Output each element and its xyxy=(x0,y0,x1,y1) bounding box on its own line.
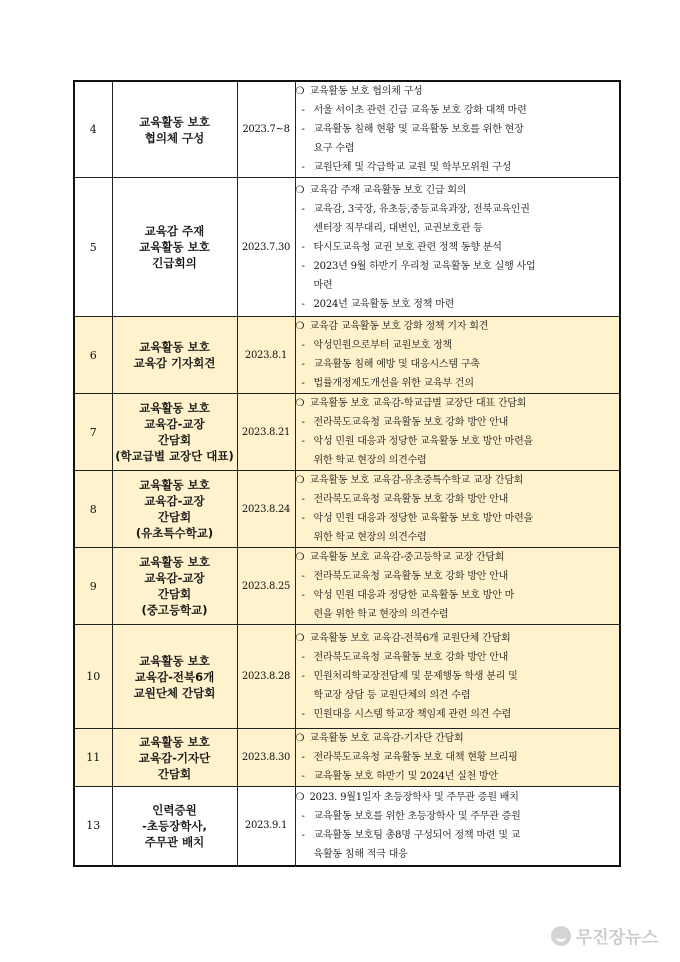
dash-bullet: - xyxy=(301,829,305,841)
activity-content xyxy=(295,178,620,317)
activity-title-line: 교육감-교장 xyxy=(144,417,205,431)
activity-title-line: (중고등학교) xyxy=(141,603,208,617)
content-item xyxy=(296,490,620,509)
table-row xyxy=(74,394,620,471)
activity-date: 2023.8.30 xyxy=(237,729,295,787)
content-item-text: 2024년 교육활동 보호 정책 마련 xyxy=(313,298,455,310)
circle-bullet-icon: ❍ xyxy=(295,86,305,97)
content-heading-text: 교육활동 보호 교육감-기자단 간담회 xyxy=(309,733,464,744)
activity-title-line: 교육감 기자회견 xyxy=(133,356,216,370)
activity-title-line: 교육감 주재 xyxy=(144,224,205,238)
content-item-text: 요구 수렴 xyxy=(313,143,355,154)
dash-bullet: - xyxy=(301,494,305,505)
row-number: 10 xyxy=(74,625,112,729)
activity-title xyxy=(112,471,237,548)
watermark-text: 무진장뉴스 xyxy=(575,928,658,948)
circle-bullet-icon: ❍ xyxy=(295,733,305,744)
content-heading xyxy=(296,317,620,336)
watermark xyxy=(551,923,658,948)
content-item-text: 전라북도교육청 교육활동 보호 대책 현황 브리핑 xyxy=(313,752,518,763)
activity-title xyxy=(112,81,237,178)
dash-bullet: - xyxy=(301,105,305,116)
activity-content xyxy=(295,471,620,548)
activity-title xyxy=(112,394,237,471)
content-item-text: 민원처리학교장전담제 및 문제행동 학생 분리 및 xyxy=(313,671,518,682)
activity-title-line: (학교급별 교장단 대표) xyxy=(115,449,234,463)
dash-bullet: - xyxy=(301,752,305,763)
activity-title-line: 간담회 xyxy=(157,510,192,524)
content-heading xyxy=(296,729,620,748)
activity-title xyxy=(112,625,237,729)
activity-title-line: 교육활동 보호 xyxy=(139,401,210,415)
content-item xyxy=(296,158,620,177)
row-number: 9 xyxy=(74,548,112,625)
dash-bullet: - xyxy=(301,203,305,215)
content-heading xyxy=(296,788,620,807)
activity-content xyxy=(295,787,620,866)
activity-title xyxy=(112,178,237,317)
content-heading-text: 2023. 9월1일자 초등장학사 및 주무관 증원 배치 xyxy=(309,791,519,803)
activity-title-line: 교육감-전북6개 xyxy=(134,669,215,684)
activity-title xyxy=(112,317,237,394)
table-row xyxy=(74,625,620,729)
content-item xyxy=(296,826,620,845)
content-item xyxy=(296,101,620,120)
circle-bullet-icon: ❍ xyxy=(295,791,305,803)
activity-title-line: 인력증원 xyxy=(152,802,197,817)
table-row xyxy=(74,787,620,866)
activity-date: 2023.9.1 xyxy=(237,787,295,866)
content-heading-text: 교육활동 보호 교육감-학교급별 교장단 대표 간담회 xyxy=(309,398,527,409)
row-number: 11 xyxy=(74,729,112,787)
dash-bullet: - xyxy=(301,652,305,663)
content-item xyxy=(296,355,620,374)
row-number: 7 xyxy=(74,394,112,471)
activity-table xyxy=(73,80,621,867)
content-item xyxy=(296,767,620,786)
content-heading-text: 교육활동 보호 교육감-중고등학교 교장 간담회 xyxy=(309,552,505,563)
dash-bullet: - xyxy=(301,771,305,782)
activity-date: 2023.8.28 xyxy=(237,625,295,729)
content-heading xyxy=(296,181,620,200)
content-item-text: 교육활동 침해 현황 및 교육활동 보호를 위한 현장 xyxy=(313,124,524,135)
content-item xyxy=(296,528,620,547)
content-item xyxy=(296,451,620,470)
row-number: 4 xyxy=(74,81,112,178)
table-row xyxy=(74,317,620,394)
content-item xyxy=(296,648,620,667)
activity-title xyxy=(112,548,237,625)
circle-bullet-icon: ❍ xyxy=(295,184,305,196)
table-row xyxy=(74,548,620,625)
activity-title-line: 교육감-기자단 xyxy=(138,750,211,765)
circle-bullet-icon: ❍ xyxy=(295,321,305,332)
content-heading xyxy=(296,548,620,567)
dash-bullet: - xyxy=(301,359,305,370)
content-item-text: 악성 민원 대응과 정당한 교육활동 보호 방안 마련을 xyxy=(313,513,534,524)
activity-title-line: 긴급회의 xyxy=(152,256,197,270)
content-item xyxy=(296,586,620,605)
dash-bullet: - xyxy=(301,124,305,135)
content-item xyxy=(296,139,620,158)
dash-bullet: - xyxy=(301,709,305,720)
circle-bullet-icon: ❍ xyxy=(295,398,305,409)
dash-bullet: - xyxy=(301,810,305,822)
content-item-text: 악성 민원 대응과 정당한 교육활동 보호 방안 마련을 xyxy=(313,436,534,447)
content-item-text: 교육활동 보호팀 총8명 구성되어 정책 마련 및 교 xyxy=(313,829,521,841)
activity-title-line: (유초특수학교) xyxy=(135,526,214,540)
content-item-text: 전라북도교육청 교육활동 보호 강화 방안 안내 xyxy=(313,417,509,428)
content-item-text: 전라북도교육청 교육활동 보호 강화 방안 안내 xyxy=(313,652,509,663)
content-item-text: 교육활동 보호를 위한 초등장학사 및 주무관 증원 xyxy=(313,810,521,822)
activity-title-line: -초등장학사, xyxy=(142,818,207,833)
activity-title-line: 간담회 xyxy=(157,433,192,447)
content-heading-text: 교육감 교육활동 보호 강화 정책 기자 회견 xyxy=(309,321,489,332)
activity-title-line: 교육활동 보호 xyxy=(139,653,210,668)
content-item xyxy=(296,200,620,219)
content-item xyxy=(296,605,620,624)
dash-bullet: - xyxy=(301,571,305,582)
dash-bullet: - xyxy=(301,298,305,310)
content-heading-text: 교육활동 보호 교육감-전북6개 교원단체 간담회 xyxy=(309,633,511,644)
activity-title-line: 교육활동 보호 xyxy=(139,340,210,354)
circle-bullet-icon: ❍ xyxy=(295,475,305,486)
row-number: 6 xyxy=(74,317,112,394)
content-item-text: 위한 학교 현장의 의견수렴 xyxy=(313,455,427,466)
content-item xyxy=(296,276,620,295)
dash-bullet: - xyxy=(301,378,305,389)
content-item xyxy=(296,219,620,238)
activity-title xyxy=(112,787,237,866)
activity-title-line: 교육활동 보호 xyxy=(139,114,210,129)
activity-title xyxy=(112,729,237,787)
dash-bullet: - xyxy=(301,241,305,253)
content-heading xyxy=(296,471,620,490)
circle-bullet-icon: ❍ xyxy=(295,552,305,563)
activity-title-line: 간담회 xyxy=(157,587,192,601)
activity-title-line: 교원단체 간담회 xyxy=(133,685,216,700)
content-item xyxy=(296,845,620,864)
row-number: 13 xyxy=(74,787,112,866)
activity-title-line: 교육감-교장 xyxy=(144,494,205,508)
content-heading xyxy=(296,82,620,101)
content-item xyxy=(296,509,620,528)
activity-date: 2023.7~8 xyxy=(237,81,295,178)
content-item xyxy=(296,120,620,139)
content-item xyxy=(296,257,620,276)
content-item-text: 법률개정제도개선을 위한 교육부 건의 xyxy=(313,378,474,389)
content-item xyxy=(296,667,620,686)
content-item xyxy=(296,413,620,432)
content-heading-text: 교육활동 보호 교육감-유초중특수학교 교장 간담회 xyxy=(309,475,524,486)
content-item-text: 2023년 9월 하반기 우리청 교육활동 보호 실행 사업 xyxy=(313,260,536,272)
activity-title-line: 간담회 xyxy=(157,766,192,781)
content-item-text: 육활동 침해 적극 대응 xyxy=(313,848,408,860)
dash-bullet: - xyxy=(301,162,305,173)
content-item-text: 학교장 상담 등 교원단체의 의견 수렴 xyxy=(313,690,471,701)
dash-bullet: - xyxy=(301,340,305,351)
dash-bullet: - xyxy=(301,671,305,682)
content-item xyxy=(296,686,620,705)
content-item xyxy=(296,374,620,393)
content-item-text: 위한 학교 현장의 의견수렴 xyxy=(313,532,427,543)
activity-content xyxy=(295,729,620,787)
content-item-text: 교육활동 보호 하반기 및 2024년 실천 방안 xyxy=(313,771,498,782)
circle-bullet-icon: ❍ xyxy=(295,633,305,644)
content-item-text: 민원대응 시스템 학교장 책임제 관련 의견 수렴 xyxy=(313,709,512,720)
activity-title-line: 주무관 배치 xyxy=(144,834,205,849)
activity-content xyxy=(295,81,620,178)
activity-content xyxy=(295,625,620,729)
row-number: 8 xyxy=(74,471,112,548)
content-item-text: 서울 서이초 관련 긴급 교육동 보호 강화 대책 마련 xyxy=(313,105,527,116)
content-item xyxy=(296,432,620,451)
dash-bullet: - xyxy=(301,436,305,447)
row-number: 5 xyxy=(74,178,112,317)
content-item-text: 마련 xyxy=(313,279,333,291)
activity-date: 2023.8.21 xyxy=(237,394,295,471)
dash-bullet: - xyxy=(301,513,305,524)
table-row xyxy=(74,471,620,548)
content-item-text: 악성 민원 대응과 정당한 교육활동 보호 방안 마 xyxy=(313,590,515,601)
content-heading xyxy=(296,394,620,413)
dash-bullet: - xyxy=(301,417,305,428)
content-item xyxy=(296,705,620,724)
content-item xyxy=(296,748,620,767)
content-heading xyxy=(296,629,620,648)
activity-title-line: 협의체 구성 xyxy=(144,130,205,145)
content-heading-text: 교육활동 보호 협의체 구성 xyxy=(309,86,423,97)
content-item xyxy=(296,238,620,257)
content-heading-text: 교육감 주재 교육활동 보호 긴급 회의 xyxy=(309,184,467,196)
activity-date: 2023.7.30 xyxy=(237,178,295,317)
table-row xyxy=(74,81,620,178)
content-item-text: 교원단체 및 각급학교 교원 및 학부모위원 구성 xyxy=(313,162,512,173)
content-item-text: 악성민원으로부터 교원보호 정책 xyxy=(313,340,452,351)
table-row xyxy=(74,729,620,787)
content-item-text: 교육감, 3국장, 유초등,중등교육과장, 전북교육인권 xyxy=(313,203,530,215)
activity-date: 2023.8.1 xyxy=(237,317,295,394)
activity-title-line: 교육활동 보호 xyxy=(139,734,210,749)
content-item xyxy=(296,807,620,826)
dash-bullet: - xyxy=(301,260,305,272)
activity-content xyxy=(295,394,620,471)
activity-title-line: 교육감-교장 xyxy=(144,571,205,585)
activity-content xyxy=(295,548,620,625)
content-item xyxy=(296,295,620,314)
content-item xyxy=(296,336,620,355)
activity-title-line: 교육활동 보호 xyxy=(139,478,210,492)
dash-bullet: - xyxy=(301,590,305,601)
table-row xyxy=(74,178,620,317)
content-item-text: 련을 위한 학교 현장의 의견수렴 xyxy=(313,609,449,620)
activity-date: 2023.8.24 xyxy=(237,471,295,548)
activity-date: 2023.8.25 xyxy=(237,548,295,625)
content-item-text: 센터장 직무대리, 대변인, 교권보호관 등 xyxy=(313,222,483,234)
activity-title-line: 교육활동 보호 xyxy=(139,555,210,569)
news-logo-icon xyxy=(551,926,571,946)
content-item-text: 전라북도교육청 교육활동 보호 강화 방안 안내 xyxy=(313,571,509,582)
activity-content xyxy=(295,317,620,394)
content-item-text: 타시도교육청 교권 보호 관련 정책 동향 분석 xyxy=(313,241,502,253)
content-item xyxy=(296,567,620,586)
activity-title-line: 교육활동 보호 xyxy=(139,240,210,254)
content-item-text: 전라북도교육청 교육활동 보호 강화 방안 안내 xyxy=(313,494,509,505)
content-item-text: 교육활동 침해 예방 및 대응시스템 구축 xyxy=(313,359,480,370)
